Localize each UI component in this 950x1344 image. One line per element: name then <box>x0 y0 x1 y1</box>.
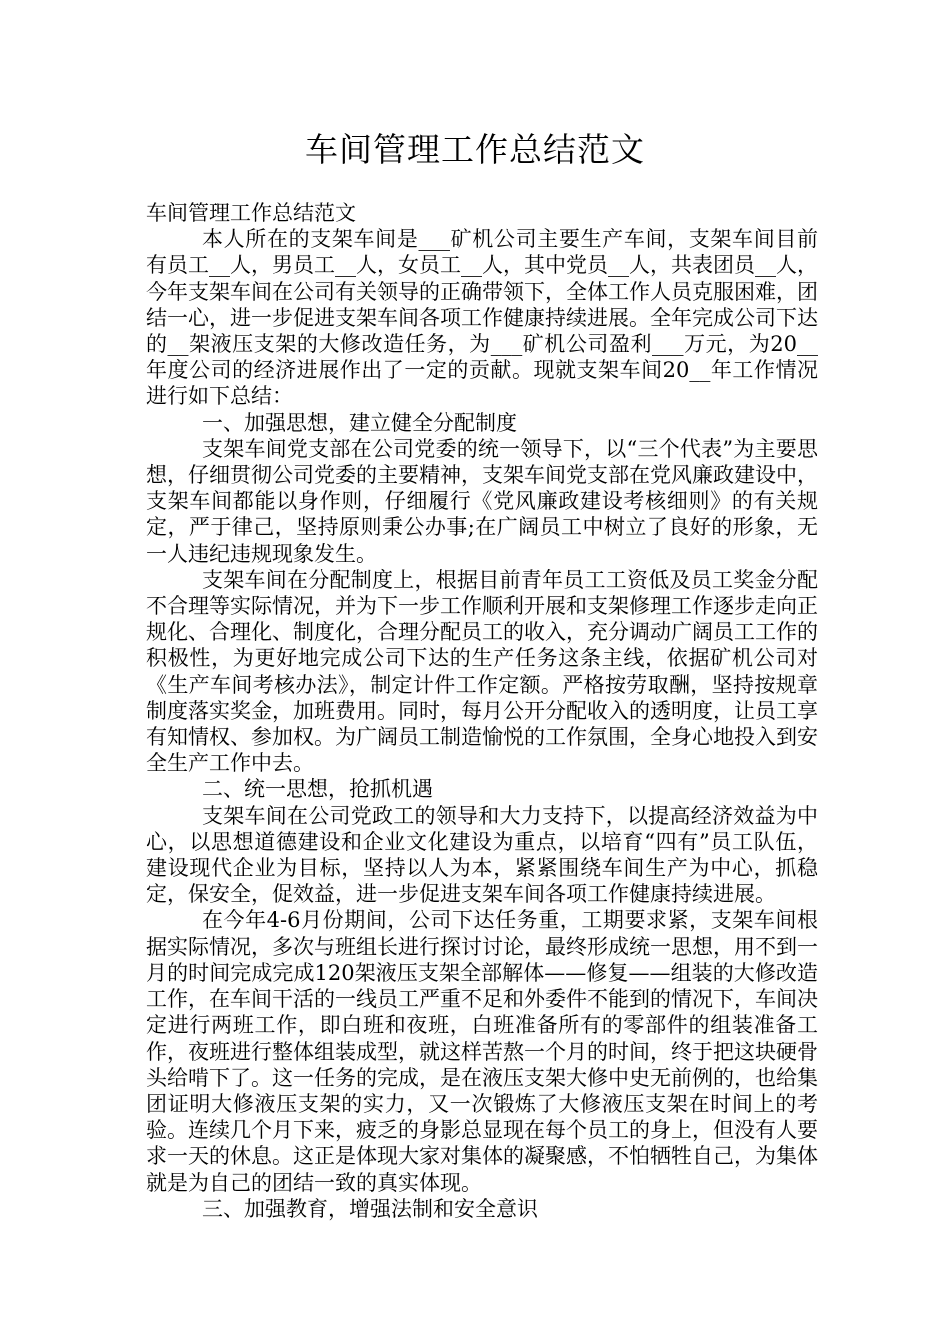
document-subtitle: 车间管理工作总结范文 <box>146 201 356 225</box>
paragraph-repair-task: 在今年4-6月份期间，公司下达任务重，工期要求紧，支架车间根据实际情况，多次与班组长进行探讨讨论，最终形成统一思想，用不到一月的时间完成完成120架液压支架全部解体——修复——组装的大修改造工作，在车间干活的一线员工严重不足和外委件不能到的情况下，车间决定进行两班工作，即白班和夜班，白班准备所有的零部件的组装准备工作，夜班进行整体组装成型，就这样苦熬一个月的时间，终于把这块硬骨头给啃下了。这一任务的完成，是在液压支架大修中史无前例的，也给集团证明大修液压支架的实力，又一次锻炼了大修液压支架在时间上的考验。连续几个月下来，疲乏的身影总显现在每个员工的身上，但没有人要求一天的休息。这正是体现大家对集体的凝聚感，不怕牺牲自己，为集体就是为自己的团结一致的真实体现。 <box>146 908 818 1195</box>
section-heading-2: 二、统一思想，抢抓机遇 <box>202 777 433 802</box>
document-title: 车间管理工作总结范文 <box>305 130 645 169</box>
section-heading-3: 三、加强教育，增强法制和安全意识 <box>202 1196 538 1221</box>
document-body <box>146 200 818 1222</box>
paragraph-party-building: 支架车间党支部在公司党委的统一领导下，以“三个代表”为主要思想，仔细贯彻公司党委的主要精神，支架车间党支部在党风廉政建设中，支架车间都能以身作则，仔细履行《党风廉政建设考核细则》的有关规定，严于律己，坚持原则秉公办事;在广阔员工中树立了良好的形象，无一人违纪违规现象发生。 <box>146 436 818 566</box>
section-heading-1: 一、加强思想，建立健全分配制度 <box>202 410 517 435</box>
paragraph-distribution: 支架车间在分配制度上，根据目前青年员工工资低及员工奖金分配不合理等实际情况，并为下一步工作顺利开展和支架修理工作逐步走向正规化、合理化、制度化，合理分配员工的收入，充分调动广阔员工工作的积极性，为更好地完成公司下达的生产任务这条主线，依据矿机公司对《生产车间考核办法》，制定计件工作定额。严格按劳取酬，坚持按规章制度落实奖金，加班费用。同时，每月公开分配收入的透明度，让员工享有知情权、参加权。为广阔员工制造愉悦的工作氛围，全身心地投入到安全生产工作中去。 <box>146 567 818 776</box>
paragraph-intro: 本人所在的支架车间是___矿机公司主要生产车间，支架车间目前有员工__人，男员工__人，女员工__人，其中党员__人，共表团员__人，今年支架车间在公司有关领导的正确带领下，全体工作人员克服困难，团结一心，进一步促进支架车间各项工作健康持续进展。全年完成公司下达的__架液压支架的大修改造任务，为___矿机公司盈利___万元，为20__年度公司的经济进展作出了一定的贡献。现就支架车间20__年工作情况进行如下总结： <box>146 227 818 409</box>
paragraph-unify-thought: 支架车间在公司党政工的领导和大力支持下，以提高经济效益为中心，以思想道德建设和企业文化建设为重点，以培育“四有”员工队伍，建设现代企业为目标，坚持以人为本，紧紧围绕车间生产为中心，抓稳定，保安全，促效益，进一步促进支架车间各项工作健康持续进展。 <box>146 803 818 907</box>
